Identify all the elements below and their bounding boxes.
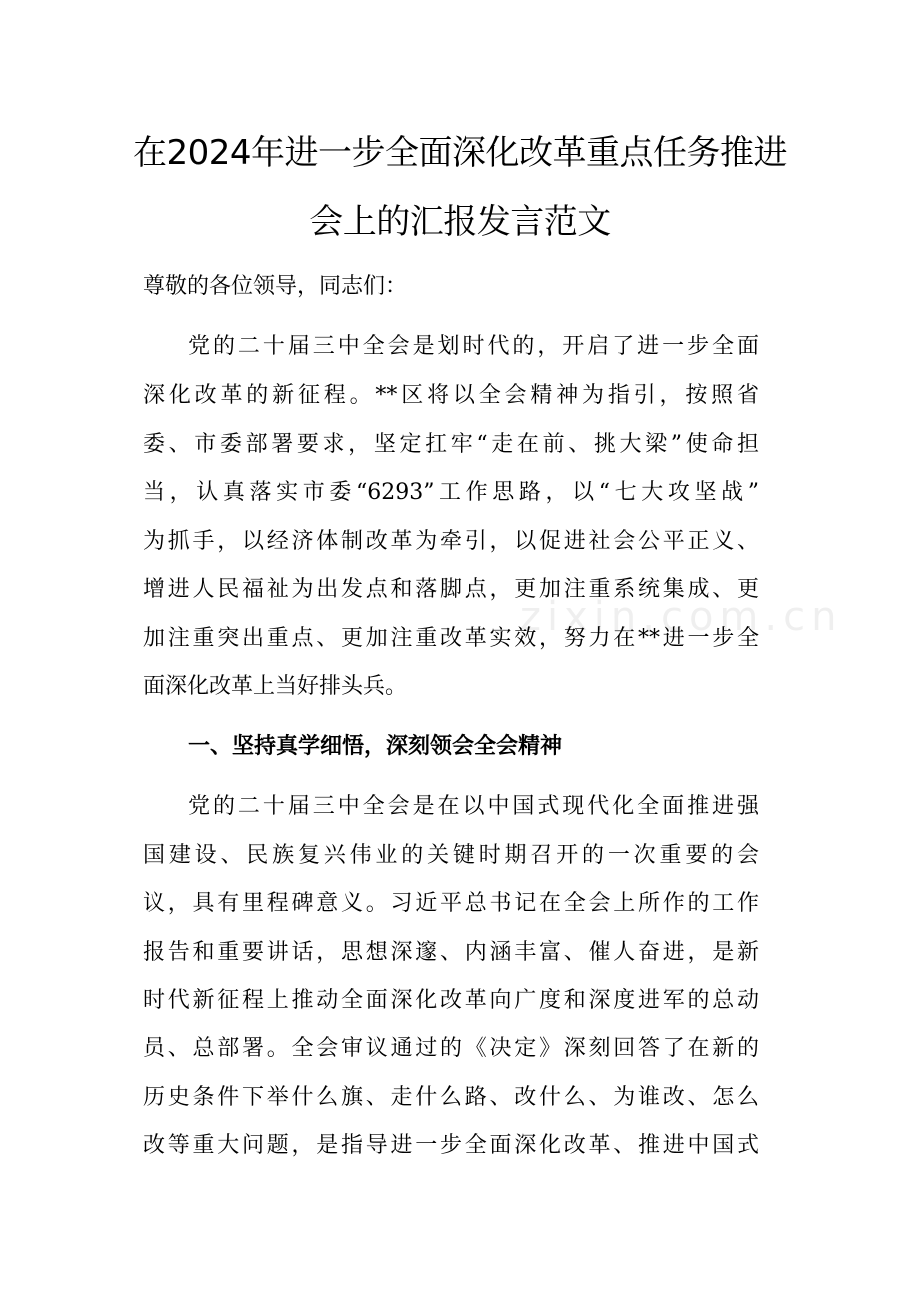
document-title-line-1: 在2024年进一步全面深化改革重点任务推进	[132, 133, 788, 173]
paragraph-1-line-4: 当，认真落实市委“6293”工作思路，以“七大攻坚战”	[143, 480, 759, 505]
watermark: zixin.com.cn	[520, 594, 843, 640]
paragraph-1-line-7: 加注重突出重点、更加注重改革实效，努力在**进一步全	[143, 626, 759, 651]
paragraph-2-line-1: 党的二十届三中全会是在以中国式现代化全面推进强	[188, 794, 759, 819]
paragraph-2-line-3: 议，具有里程碑意义。习近平总书记在全会上所作的工作	[143, 891, 759, 916]
paragraph-1-line-5: 为抓手，以经济体制改革为牵引，以促进社会公平正义、	[143, 529, 759, 554]
paragraph-2-line-4: 报告和重要讲话，思想深邃、内涵丰富、催人奋进，是新	[143, 940, 759, 965]
paragraph-2-line-2: 国建设、民族复兴伟业的关键时期召开的一次重要的会	[143, 843, 759, 868]
paragraph-1-line-6: 增进人民福祉为出发点和落脚点，更加注重系统集成、更	[143, 577, 759, 602]
greeting: 尊敬的各位领导，同志们：	[143, 274, 408, 299]
section-1-heading: 一、坚持真学细悟，深刻领会全会精神	[188, 734, 563, 759]
paragraph-2-line-7: 历史条件下举什么旗、走什么路、改什么、为谁改、怎么	[143, 1085, 759, 1110]
paragraph-1-line-1: 党的二十届三中全会是划时代的，开启了进一步全面	[188, 334, 759, 359]
paragraph-2-line-6: 员、总部署。全会审议通过的《决定》深刻回答了在新的	[143, 1036, 759, 1061]
document-title-line-2: 会上的汇报发言范文	[309, 202, 611, 242]
paragraph-2-line-8: 改等重大问题，是指导进一步全面深化改革、推进中国式	[143, 1133, 759, 1158]
paragraph-1-line-8: 面深化改革上当好排头兵。	[143, 674, 408, 699]
paragraph-2-line-5: 时代新征程上推动全面深化改革向广度和深度进军的总动	[143, 988, 759, 1013]
paragraph-1-line-3: 委、市委部署要求，坚定扛牢“走在前、挑大梁”使命担	[143, 432, 759, 457]
paragraph-1-line-2: 深化改革的新征程。**区将以全会精神为指引，按照省	[143, 383, 759, 408]
